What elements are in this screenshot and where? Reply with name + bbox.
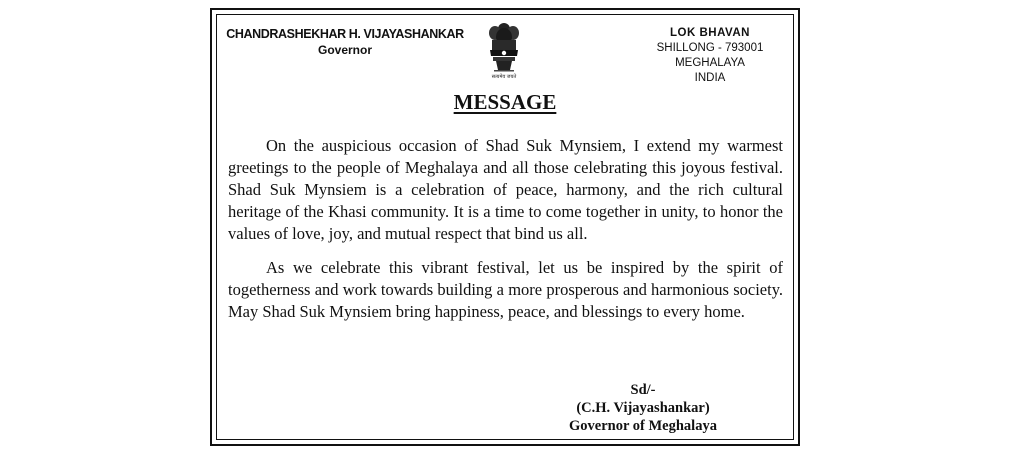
address-block <box>650 26 770 86</box>
message-body <box>228 135 783 335</box>
signature-sd: Sd/- <box>630 382 656 398</box>
address-line-3: MEGHALAYA <box>675 57 745 69</box>
sender-name: CHANDRASHEKHAR H. VIJAYASHANKAR <box>226 27 464 41</box>
message-heading: MESSAGE <box>453 90 557 114</box>
message-paragraph-2: As we celebrate this vibrant festival, let us be inspired by the spirit of togetherness and work towards building a more prosperous and harmonious society. May Shad Suk Mynsiem bring happiness, peace, and blessings to every home. <box>228 258 783 321</box>
signature-block <box>548 381 738 435</box>
message-paragraph-1: On the auspicious occasion of Shad Suk Mynsiem, I extend my warmest greetings to the people of Meghalaya and all those celebrating this joyous festival. Shad Suk Mynsiem is a celebration of peace, harmony, and the rich cultural heritage of the Khasi community. It is a time to come together in unity, to honor the values of love, joy, and mutual respect that bind us all. <box>228 136 783 243</box>
signatory-name: (C.H. Vijayashankar) <box>576 400 710 416</box>
address-line-4: INDIA <box>694 72 726 84</box>
emblem-motto: सत्यमेव जयते <box>491 74 517 80</box>
state-emblem-icon <box>484 20 524 80</box>
address-line-1: LOK BHAVAN <box>670 27 750 39</box>
sender-block <box>220 26 470 58</box>
address-line-2: SHILLONG - 793001 <box>656 42 764 54</box>
signatory-designation: Governor of Meghalaya <box>569 418 717 434</box>
sender-title: Governor <box>317 43 372 57</box>
